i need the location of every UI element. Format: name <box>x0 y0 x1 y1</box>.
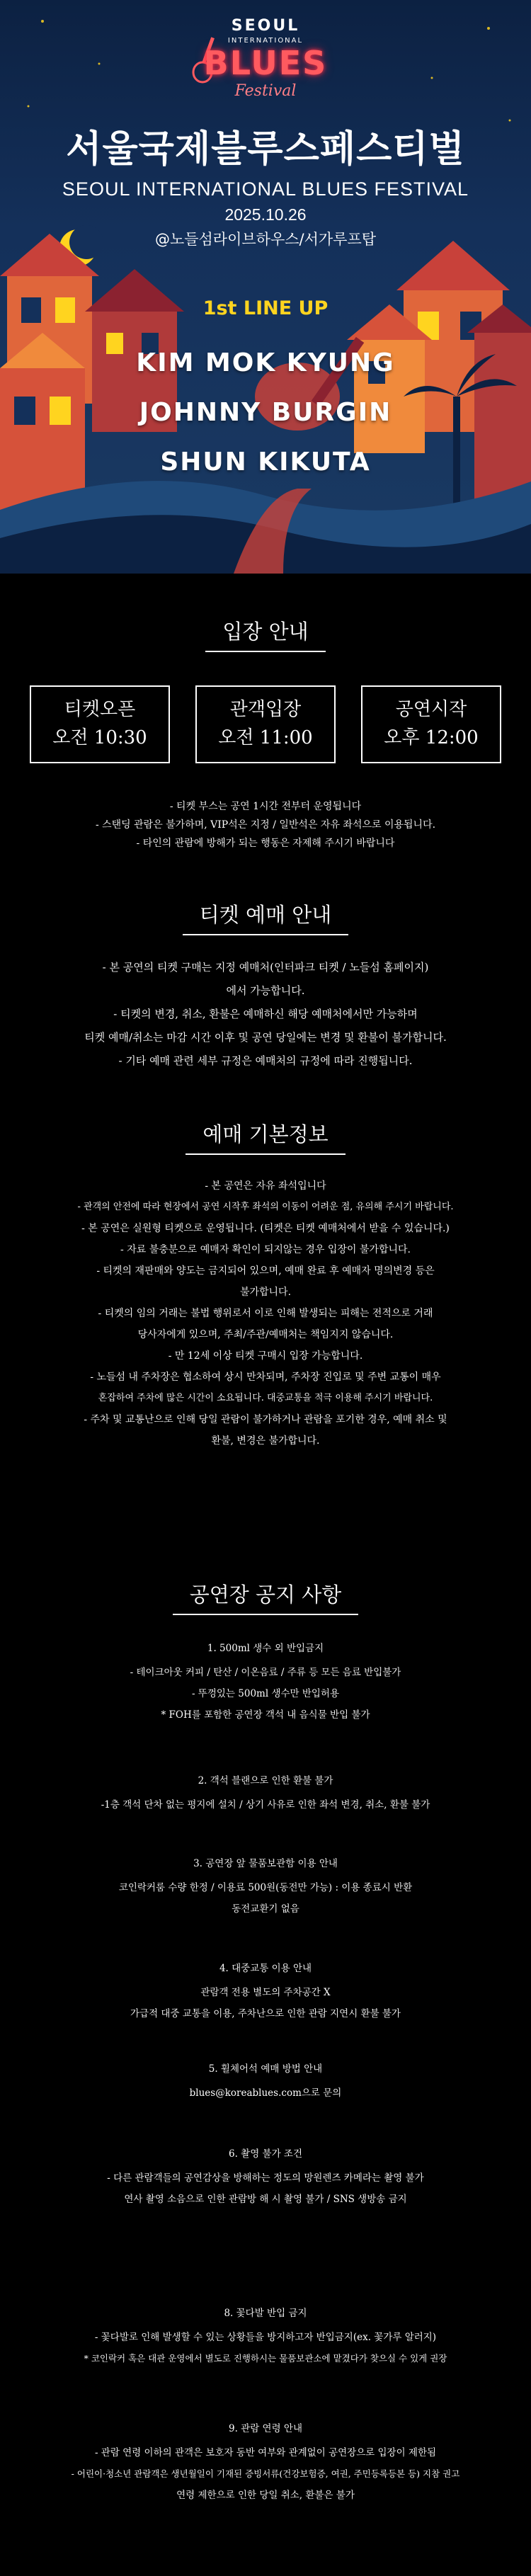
logo-seoul: SEOUL <box>231 17 300 35</box>
booking-line: - 자료 불충분으로 예매자 확인이 되지않는 경우 입장이 불가합니다. <box>120 1244 411 1255</box>
ticketing-line: - 본 공연의 티켓 구매는 지정 예매처(인터파크 티켓 / 노들섬 홈페이지) <box>102 961 429 974</box>
ticketing-line: 티켓 예매/취소는 마감 시간 이후 및 공연 당일에는 변경 및 환불이 불가합니다. <box>84 1031 447 1044</box>
festival-date: 2025.10.26 <box>224 205 307 224</box>
info-box-label: 티켓오픈 <box>64 699 136 720</box>
booking-line: 환불, 변경은 불가합니다. <box>211 1435 320 1447</box>
notice-line: blues@koreablues.com으로 문의 <box>189 2087 342 2099</box>
notice-line: * FOH를 포함한 공연장 객석 내 음식물 반입 불가 <box>161 1709 370 1721</box>
logo-international: INTERNATIONAL <box>227 37 304 45</box>
notice-item <box>0 1638 531 1726</box>
booking-line: - 관객의 안전에 따라 현장에서 공연 시작후 좌석의 이동이 어려운 점, 유의해 주시기 바랍니다. <box>77 1202 454 1212</box>
entry-note: - 티켓 부스는 공연 1시간 전부터 운영됩니다 <box>169 801 362 812</box>
entry-note: - 타인의 관람에 방해가 되는 행동은 자제해 주시기 바랍니다 <box>136 838 395 849</box>
notice-item <box>0 1770 531 1816</box>
notice-line: - 어린이·청소년 관람객은 생년월일이 기재된 증빙서류(건강보험증, 여권, 주민등록등본 등) 지참 권고 <box>71 2468 460 2479</box>
notice-item <box>0 2143 531 2210</box>
notice-line: - 테이크아웃 커피 / 탄산 / 이온음료 / 주류 등 모든 음료 반입불가 <box>130 1667 401 1678</box>
booking-info-lines <box>0 1175 531 1452</box>
notice-line: * 코인락커 혹은 대관 운영에서 별도로 진행하시는 물품보관소에 맡겼다가 찾으실 수 있게 권장 <box>84 2353 447 2364</box>
booking-line: 당사자에게 있으며, 주최/주관/예매처는 책임지지 않습니다. <box>137 1329 394 1340</box>
notice-line: 가급적 대중 교통을 이용, 주차난으로 인한 관람 지연시 환불 불가 <box>130 2008 401 2019</box>
entry-notes <box>0 797 531 853</box>
notice-line: - 꽃다발로 인해 발생할 수 있는 상황들을 방지하고자 반입금지(ex. 꽃가루 알러지) <box>94 2332 437 2343</box>
festival-poster <box>0 0 531 574</box>
logo-festival-script: Festival <box>234 82 297 100</box>
ticketing-lines <box>0 956 531 1073</box>
booking-line: - 만 12세 이상 티켓 구매시 입장 가능합니다. <box>168 1350 363 1362</box>
notice-title: 2. 객석 블랜으로 인한 환불 불가 <box>198 1775 333 1786</box>
ticketing-heading: 티켓 예매 안내 <box>0 899 531 935</box>
notice-line: - 뚜껑있는 500ml 생수만 반입허용 <box>191 1688 340 1699</box>
booking-line: 혼잡하여 주차에 많은 시간이 소요됩니다. 대중교통을 적극 이용해 주시기 바랍니다. <box>98 1393 433 1403</box>
notice-item <box>0 1958 531 2024</box>
ticketing-line: - 티켓의 변경, 취소, 환불은 예매하신 해당 예매처에서만 가능하며 <box>113 1008 418 1020</box>
notice-title: 8. 꽃다발 반입 금지 <box>224 2308 307 2319</box>
entry-heading: 입장 안내 <box>0 616 531 652</box>
info-box-value: 오전 10:30 <box>52 727 147 748</box>
logo-blues: BLUES <box>203 44 328 82</box>
info-box-audience-entry <box>195 685 336 763</box>
notice-line: - 관람 연령 이하의 관객은 보호자 동반 여부와 관계없이 공연장으로 입장이 제한됨 <box>94 2447 437 2458</box>
festival-venue: @노들섬라이브하우스/서가루프탑 <box>154 231 377 248</box>
ticketing-line: 에서 가능합니다. <box>226 984 305 997</box>
notice-line: 코인락커룸 수량 한정 / 이용료 500원(동전만 가능) : 이용 종료시 반환 <box>118 1882 413 1893</box>
notice-item <box>0 1853 531 1920</box>
booking-line: - 티켓의 재판매와 양도는 금지되어 있으며, 예매 완료 후 예매자 명의변경 등은 <box>96 1265 435 1277</box>
notice-line: 연사 촬영 소음으로 인한 관람방 해 시 촬영 불가 / SNS 생방송 금지 <box>124 2194 407 2205</box>
notice-line: 동전교환기 없음 <box>232 1903 299 1915</box>
info-box-ticket-open <box>30 685 170 763</box>
booking-line: - 본 공연은 자유 좌석입니다 <box>205 1180 326 1192</box>
title-english: SEOUL INTERNATIONAL BLUES FESTIVAL <box>62 178 469 200</box>
info-box-label: 공연시작 <box>395 699 467 720</box>
booking-line: - 티켓의 임의 거래는 불법 행위로서 이로 인해 발생되는 피해는 전적으로 거래 <box>98 1308 433 1319</box>
info-box-label: 관객입장 <box>229 699 302 720</box>
notice-item <box>0 2418 531 2506</box>
info-box-show-start <box>361 685 501 763</box>
notice-title: 3. 공연장 앞 물품보관함 이용 안내 <box>193 1858 338 1869</box>
venue-notice-heading: 공연장 공지 사항 <box>0 1579 531 1615</box>
notice-title: 4. 대중교통 이용 안내 <box>219 1963 312 1974</box>
booking-info-heading: 예매 기본정보 <box>0 1119 531 1155</box>
booking-line: - 본 공연은 실원형 티켓으로 운영됩니다. (티켓은 티켓 예매처에서 받을 수 있습니다.) <box>81 1223 450 1234</box>
lineup-label: 1st LINE UP <box>202 297 329 319</box>
notice-line: 관람객 전용 별도의 주차공간 X <box>200 1987 331 1998</box>
artist-name: KIM MOK KYUNG <box>136 348 395 377</box>
booking-line: 불가합니다. <box>239 1287 292 1298</box>
ticketing-line: - 기타 예매 관련 세부 규정은 예매처의 규정에 따라 진행됩니다. <box>118 1054 413 1067</box>
title-korean: 서울국제블루스페스티벌 <box>66 128 465 171</box>
info-box-value: 오전 11:00 <box>218 727 313 748</box>
booking-line: - 주차 및 교통난으로 인해 당일 관람이 불가하거나 관람을 포기한 경우, 예매 취소 및 <box>84 1414 447 1425</box>
notice-item <box>0 2058 531 2104</box>
notice-title: 5. 휠체어석 예매 방법 안내 <box>208 2063 323 2075</box>
notice-title: 9. 관람 연령 안내 <box>229 2423 302 2434</box>
artist-name: JOHNNY BURGIN <box>139 398 392 427</box>
notice-line: -1층 객석 단차 없는 평지에 설치 / 상기 사유로 인한 좌석 변경, 취소, 환불 불가 <box>101 1799 430 1811</box>
artist-name: SHUN KIKUTA <box>160 448 371 477</box>
notice-title: 6. 촬영 불가 조건 <box>229 2148 302 2160</box>
info-box-value: 오후 12:00 <box>384 727 479 748</box>
notice-line: - 다른 관람객들의 공연감상을 방해하는 정도의 망원렌즈 카메라는 촬영 불가 <box>107 2172 424 2184</box>
entry-note: - 스탠딩 관람은 불가하며, VIP석은 지정 / 일반석은 자유 좌석으로 이용됩니다. <box>95 819 436 831</box>
notice-item <box>0 2303 531 2369</box>
notice-title: 1. 500ml 생수 외 반입금지 <box>207 1643 324 1654</box>
notice-line: 연령 제한으로 인한 당일 취소, 환불은 불가 <box>176 2490 355 2501</box>
booking-line: - 노들섬 내 주차장은 협소하여 상시 만차되며, 주차장 진입로 및 주변 교통이 매우 <box>90 1372 441 1383</box>
